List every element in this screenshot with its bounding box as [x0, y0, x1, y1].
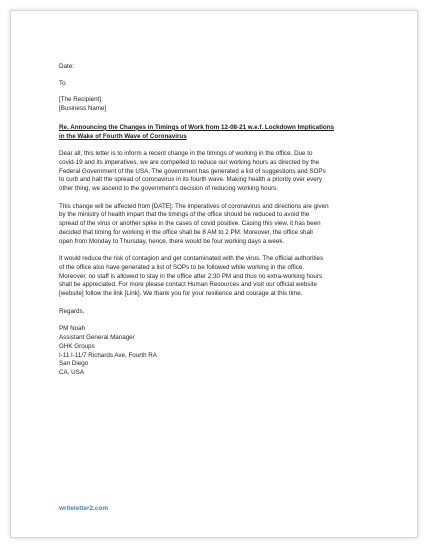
paragraph-line: [website] follow the link [Link]. We thank you for your resilience and courage at this time. — [59, 290, 303, 298]
paragraph-line: Dear all, this letter is to inform a recent change in the timings of working in the office. Due to — [59, 150, 313, 158]
company-name: GHK Groups — [59, 342, 95, 350]
paragraph-line: to curb and halt the spread of coronavirus in its fourth wave. Making health a priority over every — [59, 176, 322, 184]
website-footer-link[interactable]: writeletter2.com — [59, 505, 109, 512]
paragraph-1 — [59, 150, 381, 194]
subject-line-2: in the Wake of Fourth Wave of Coronavirus — [59, 132, 187, 140]
paragraph-2 — [59, 203, 381, 247]
signer-name: PM Noah — [59, 325, 86, 333]
paragraph-line: This change will be affected from [DATE]. The imperatives of coronavirus and directions are given — [59, 202, 329, 210]
subject-line-1: Re. Announcing the Changes in Timings of Work from 12-08-21 w.e.f. Lockdown Implications — [59, 123, 335, 131]
to-label: To — [59, 79, 66, 87]
paragraph-line: spread of the virus or another spike in the cases of covid positive. Casing this view, it has been — [59, 220, 321, 228]
paragraph-line: Moreover, no staff is allowed to stay in the office after 2:30 PM and thus no extra-working hours — [59, 272, 323, 280]
recipient-name: [The Recipient] — [59, 96, 102, 104]
paragraph-line: It would reduce the risk of contagion and get contaminated with the virus. The official authorities — [59, 255, 324, 263]
address-line: I-11 I-11/7 Richards Ave, Fourth RA — [59, 351, 157, 359]
paragraph-line: Federal Government of the USA. The government has generated a list of suggestions and SOPs — [59, 167, 326, 175]
state-country: CA, USA — [59, 368, 85, 376]
date-label: Date: — [59, 63, 74, 70]
paragraph-line: decided that timing for working in the office shall be 8 AM to 2 PM. Moreover, the office shall — [59, 228, 313, 236]
signer-title: Assistant General Manager — [59, 334, 135, 342]
paragraph-line: of the office also have generated a list of SOPs to be followed while working in the office. — [59, 263, 305, 271]
letter-page — [10, 10, 418, 538]
closing: Regards, — [59, 307, 85, 315]
letter-body — [59, 63, 381, 378]
business-name: [Business Name] — [59, 105, 107, 113]
city: San Diego — [59, 360, 89, 368]
subject-line — [59, 124, 381, 141]
paragraph-line: open from Monday to Thursday, hence, there would be four working days a week. — [59, 237, 285, 245]
paragraph-line: by the ministry of health impart that the timings of the office should be reduced to avoid the — [59, 211, 310, 219]
paragraph-line: other thing, we ascend to the government's decision of reducing working hours. — [59, 185, 279, 193]
paragraph-line: shall be appreciated. For more please contact Human Resources and visit our official website — [59, 281, 318, 289]
paragraph-3 — [59, 255, 381, 299]
signature-block — [59, 325, 381, 377]
paragraph-line: covid-19 and its imperatives, we are compelled to reduce our working hours as directed by the — [59, 158, 320, 166]
